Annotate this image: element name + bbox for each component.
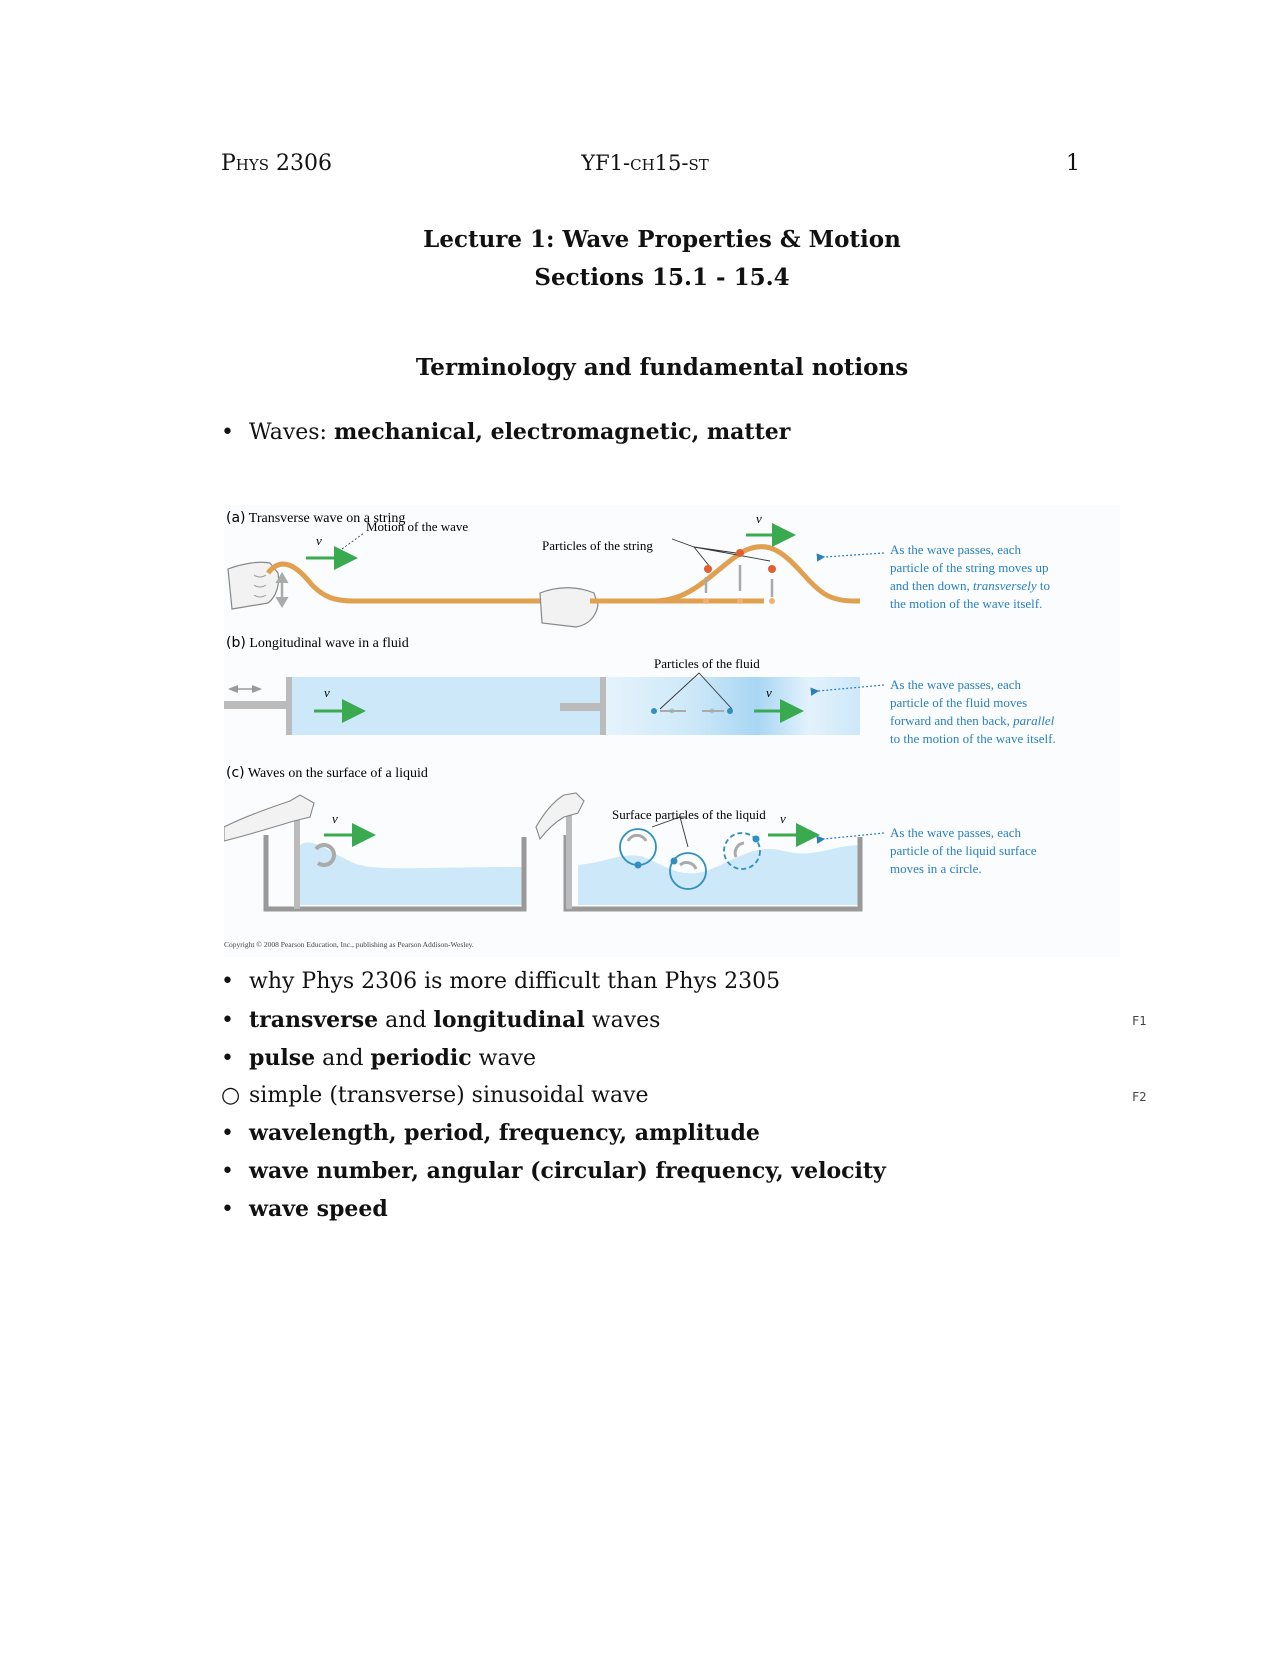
velocity-label-c: v [332, 811, 338, 826]
topic-item [221, 1158, 886, 1184]
bullet-marker: • [221, 1008, 234, 1033]
topic-text: and [378, 1008, 434, 1033]
lecture-title: Lecture 1: Wave Properties & Motion [423, 226, 901, 253]
fluid-tube-b [604, 677, 860, 735]
surface-particles-label: Surface particles of the liquid [612, 807, 766, 822]
bullet-marker: • [221, 969, 234, 994]
topic-text: waves [584, 1008, 661, 1033]
topic-term: wave number, angular (circular) frequency, velocity [249, 1158, 886, 1184]
course-code-text: Phys 2306 [221, 151, 333, 176]
figure-reference-tag: F2 [1132, 1090, 1147, 1104]
motion-of-wave-label: Motion of the wave [366, 519, 469, 534]
topic-item [221, 1007, 660, 1033]
waves-lead: Waves: [249, 420, 327, 445]
velocity-label-a2: v [756, 511, 762, 526]
waves-bullet [221, 419, 790, 445]
figure-reference-tag: F1 [1132, 1014, 1147, 1028]
topic-item [221, 1083, 649, 1108]
topic-term: wavelength, period, frequency, amplitude [249, 1120, 760, 1146]
hand-icon [540, 588, 598, 627]
velocity-label-a: v [316, 533, 322, 548]
bullet-marker: • [221, 1197, 234, 1222]
page-number: 1 [1066, 151, 1080, 176]
figure-copyright: Copyright © 2008 Pearson Education, Inc., publishing as Pearson Addison-Wesley. [224, 940, 474, 949]
document-id-suffix: ch15-st [630, 151, 709, 175]
topic-term: wave speed [249, 1196, 388, 1222]
longitudinal-note: As the wave passes, each particle of the fluid moves forward and then back, parallel to the motion of the wave itself. [890, 677, 1056, 746]
velocity-label-c2: v [780, 811, 786, 826]
particles-of-string-label: Particles of the string [542, 538, 653, 553]
particles-of-fluid-label: Particles of the fluid [654, 656, 760, 671]
topic-text: and [315, 1046, 371, 1071]
topic-term: periodic [370, 1045, 472, 1071]
bullet-marker: • [221, 1046, 234, 1071]
topic-text: simple (transverse) sinusoidal wave [249, 1083, 649, 1108]
panel-b-label: (b) Longitudinal wave in a fluid [226, 635, 409, 651]
velocity-label-b2: v [766, 685, 772, 700]
bullet-marker: • [221, 1159, 234, 1184]
transverse-note: As the wave passes, each particle of the string moves up and then down, transversely to the motion of the wave itself. [890, 542, 1050, 611]
wave-types-figure [224, 505, 1120, 957]
topic-term: longitudinal [433, 1007, 585, 1033]
surface-note: As the wave passes, each particle of the liquid surface moves in a circle. [890, 825, 1037, 876]
bullet-marker: ○ [221, 1083, 241, 1108]
topic-item [221, 969, 780, 994]
lecture-sections: Sections 15.1 - 15.4 [534, 264, 790, 291]
panel-c-label: (c) Waves on the surface of a liquid [226, 765, 428, 781]
topic-text: why Phys 2306 is more difficult than Phys 2305 [249, 969, 781, 994]
topic-term: transverse [249, 1007, 379, 1033]
bullet-marker: • [221, 420, 234, 445]
document-id-prefix: YF1- [581, 151, 631, 175]
topic-item [221, 1120, 760, 1146]
bullet-marker: • [221, 1121, 234, 1146]
topic-item [221, 1045, 536, 1071]
section-heading: Terminology and fundamental notions [415, 354, 909, 381]
document-id [0, 151, 1280, 175]
topic-item [221, 1196, 388, 1222]
velocity-label-b: v [324, 685, 330, 700]
panel-a-label: (a) Transverse wave on a string [226, 510, 406, 526]
waves-types: mechanical, electromagnetic, matter [333, 419, 791, 445]
topic-term: pulse [249, 1045, 316, 1071]
topic-text: wave [471, 1046, 537, 1071]
